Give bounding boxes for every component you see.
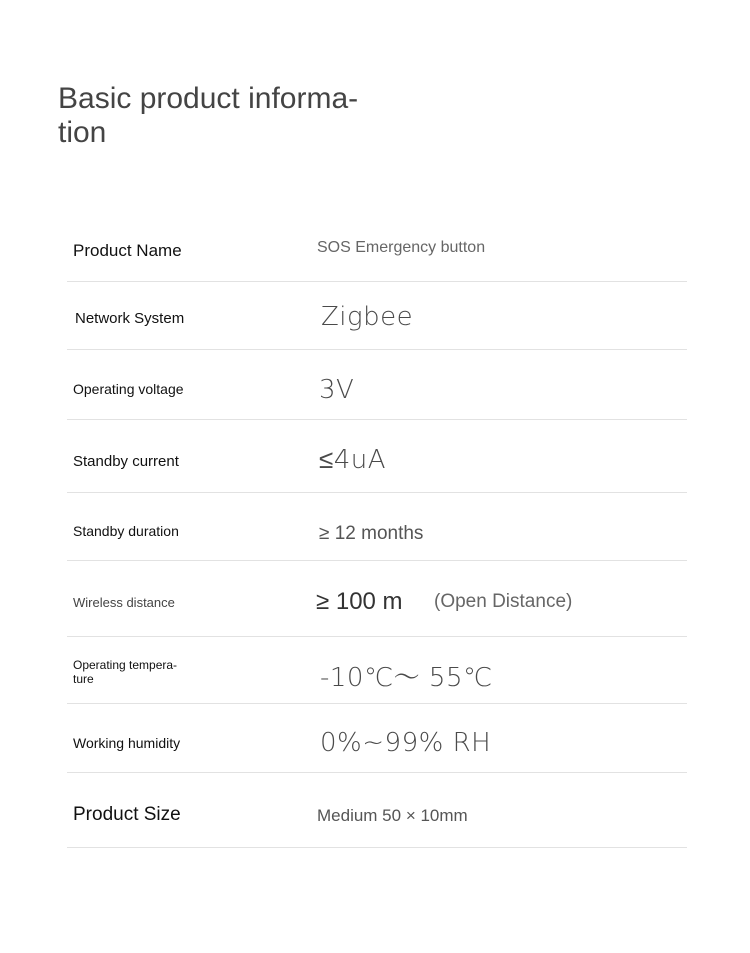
spec-value: SOS Emergency button — [317, 239, 486, 256]
spec-row-product-size — [67, 773, 687, 848]
spec-label: Working humidity — [73, 735, 181, 751]
page-title-line-1: Basic product informa- — [58, 82, 359, 115]
spec-label-line-2: ture — [73, 672, 94, 686]
spec-note: (Open Distance) — [434, 591, 573, 612]
spec-label: Operating voltage — [73, 381, 184, 397]
spec-value: 0%~99% RH — [320, 728, 492, 758]
spec-label: Network System — [75, 310, 185, 327]
spec-row-operating-temperature — [67, 637, 687, 704]
spec-row-working-humidity — [67, 704, 687, 773]
spec-value: ≥ 12 months — [319, 523, 424, 544]
spec-value: -10℃～ 55℃ — [320, 663, 493, 693]
spec-label: Standby duration — [73, 523, 179, 539]
page-title-line-2: tion — [58, 116, 107, 149]
spec-value: Medium 50 × 10mm — [317, 806, 468, 825]
spec-value: ≤4uA — [319, 445, 387, 475]
spec-label: Standby current — [73, 453, 179, 470]
spec-value: ≥ 100 m — [316, 588, 403, 615]
spec-row-standby-duration — [67, 493, 687, 561]
spec-row-product-name — [67, 214, 687, 282]
spec-row-standby-current — [67, 420, 687, 493]
spec-row-operating-voltage — [67, 350, 687, 420]
spec-table — [67, 214, 687, 848]
spec-label-line-1: Operating tempera- — [73, 658, 178, 672]
spec-value: 3V — [319, 375, 355, 405]
page-title — [58, 82, 388, 150]
spec-row-network-system — [67, 282, 687, 350]
spec-value: Zigbee — [321, 302, 414, 332]
spec-label — [73, 658, 177, 686]
spec-label: Product Name — [73, 241, 182, 260]
spec-row-wireless-distance — [67, 561, 687, 637]
spec-label: Wireless distance — [73, 595, 175, 610]
spec-label: Product Size — [73, 804, 181, 825]
